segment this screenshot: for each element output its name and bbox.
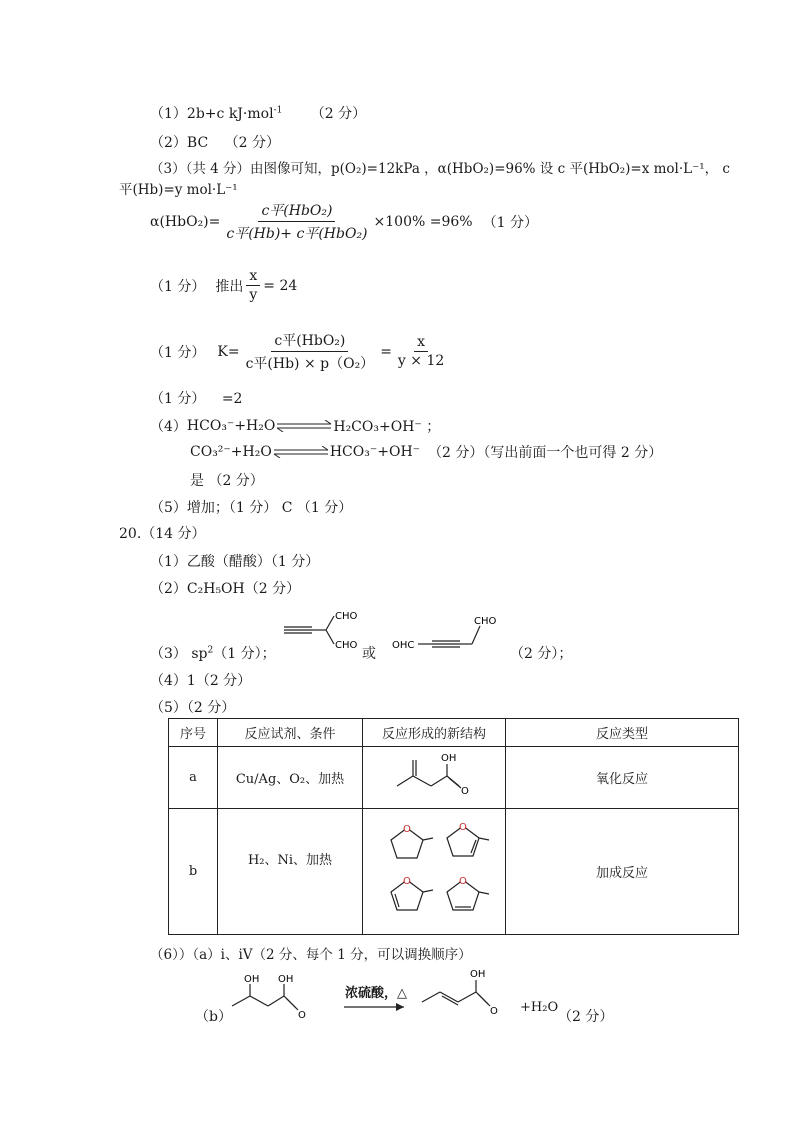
equilibrium-arrow-icon <box>275 420 333 432</box>
table-header: 序号 <box>169 719 218 747</box>
answer-4-yes: 是 （2 分） <box>190 473 264 489</box>
dihydrofuran-ring <box>391 876 433 910</box>
table-header: 反应类型 <box>506 719 739 747</box>
reaction-table <box>168 718 739 935</box>
dialdehyde-alkyne-structure-2 <box>392 610 512 660</box>
svg-text:OH: OH <box>441 752 457 764</box>
reaction-arrow-icon <box>344 1002 408 1012</box>
hydroxybutyric-acid-structure <box>228 972 324 1028</box>
table-header: 反应形成的新结构 <box>363 719 506 747</box>
svg-text:CHO: CHO <box>474 616 497 627</box>
q20-part-6b-score: （2 分） <box>558 1009 614 1025</box>
answer-3-intro-cont: 平(Hb)=y mol·L⁻¹ <box>119 182 238 198</box>
answer-1: （1）2b+c kJ·mol$^{-1}$ （2 分） <box>150 105 367 122</box>
ratio-equation: （1 分） 推出 $\frac{x}{y}$ = 24 <box>150 268 298 303</box>
question-20-title: 20.（14 分） <box>119 526 206 542</box>
q20-part-1: （1）乙酸（醋酸）（1 分） <box>150 554 320 570</box>
dialdehyde-alkyne-structure-1 <box>282 608 372 656</box>
table-cell-reagent: H₂、Ni、加热 <box>218 809 363 935</box>
svg-text:O: O <box>403 875 411 887</box>
table-cell-id: a <box>169 747 218 809</box>
equilibrium-arrow-icon <box>272 446 330 458</box>
tetrahydrofuran-ring <box>391 824 433 858</box>
svg-text:CHO: CHO <box>335 611 358 622</box>
table-cell-type: 氧化反应 <box>506 747 739 809</box>
q20-part-6a: （6））（a）i、iV（2 分、每个 1 分，可以调换顺序） <box>150 947 472 963</box>
table-header-row <box>169 719 739 747</box>
water-product: +H₂O <box>520 1000 559 1015</box>
crotonic-acid-structure <box>418 966 514 1022</box>
svg-text:O: O <box>459 821 467 833</box>
svg-text:O: O <box>461 785 469 797</box>
svg-text:OHC: OHC <box>392 640 415 651</box>
q20-part-3-label: （3） $sp^2(1$ 分）； <box>150 645 276 662</box>
table-row <box>169 747 739 809</box>
svg-text:CHO: CHO <box>335 640 358 651</box>
furan-structures <box>369 810 499 930</box>
answer-2: （2）BC （2 分） <box>150 135 280 151</box>
svg-text:O: O <box>490 1006 498 1017</box>
answer-3-intro: （3）（共 4 分）由图像可知，p(O₂)=12kPa ，α(HbO₂)=96% 设 c 平(HbO₂)=x mol·L⁻¹， c <box>150 161 730 177</box>
answer-5: （5）增加；（1 分） C （1 分） <box>150 500 353 516</box>
svg-text:O: O <box>298 1010 306 1021</box>
svg-text:OH: OH <box>278 974 294 985</box>
table-cell-id: b <box>169 809 218 935</box>
k-result: （1 分） =2 <box>150 391 243 407</box>
alpha-equation: α(HbO₂)= $\frac{\text{c平(HbO₂)}}{\text{c平(Hb)+ c平(HbO₂)}}$ ×100% =96% （1 分） <box>150 200 538 243</box>
q20-part-6b-label: （b） <box>195 1009 232 1025</box>
q20-part-5: （5）（2 分） <box>150 700 236 716</box>
svg-text:OH: OH <box>470 969 486 980</box>
dihydrofuran-ring <box>447 822 489 856</box>
dihydrofuran-ring <box>447 876 489 910</box>
equation-hco3: （4） HCO₃⁻+H₂O H₂CO₃+OH⁻ ； <box>150 418 441 435</box>
svg-text:O: O <box>459 875 467 887</box>
k-equation: （1 分） K= $\frac{\text{c平(HbO₂)}}{\text{c平(Hb) × p（O₂）}}$ = $\frac{x}{y \times 12}$ <box>150 330 450 373</box>
table-row <box>169 809 739 935</box>
svg-text:OH: OH <box>244 974 260 985</box>
svg-text:O: O <box>403 823 411 835</box>
q20-part-3-score: （2 分）； <box>510 646 573 662</box>
table-header: 反应试剂、条件 <box>218 719 363 747</box>
table-cell-structure <box>363 809 506 935</box>
acetoacetic-acid-structure <box>379 748 489 804</box>
table-cell-reagent: Cu/Ag、O₂、加热 <box>218 747 363 809</box>
table-cell-type: 加成反应 <box>506 809 739 935</box>
equation-co3: CO₃²⁻+H₂O HCO₃⁻+OH⁻ （2 分）（写出前面一个也可得 2 分） <box>190 444 663 461</box>
q20-part-2: （2）C₂H₅OH（2 分） <box>150 581 301 597</box>
table-cell-structure <box>363 747 506 809</box>
q20-part-3-or: 或 <box>362 646 376 662</box>
reaction-condition: 浓硫酸，△ <box>345 986 407 1001</box>
q20-part-4: （4）1（2 分） <box>150 673 252 689</box>
